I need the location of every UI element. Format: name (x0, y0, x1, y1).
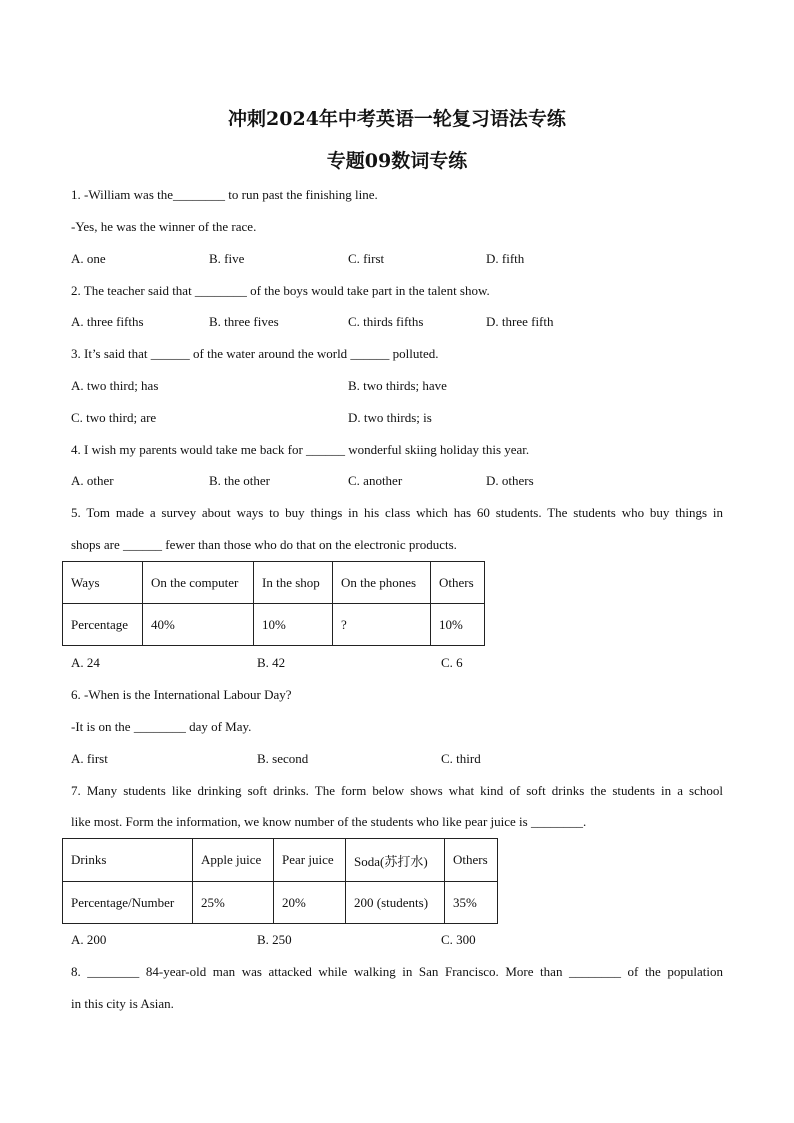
q3-option-a: A. two third; has (71, 378, 159, 393)
q6-option-b: B. second (257, 751, 309, 766)
table-cell: Percentage/Number (63, 882, 193, 924)
q7-option-a: A. 200 (71, 932, 107, 947)
q3-option-c: C. two third; are (71, 410, 157, 425)
q3-option-b: B. two thirds; have (348, 378, 447, 393)
drinks-table (62, 838, 498, 924)
survey-table (62, 561, 485, 646)
table-cell: 35% (445, 882, 498, 924)
question-4-text: 4. I wish my parents would take me back for ______ wonderful skiing holiday this year. (71, 442, 530, 457)
question-8-text-continued: in this city is Asian. (71, 996, 174, 1011)
table-cell: Apple juice (193, 839, 274, 882)
question-2-text: 2. The teacher said that ________ of the boys would take part in the talent show. (71, 283, 490, 298)
table-cell: 10% (431, 604, 485, 646)
q6-option-c: C. third (441, 751, 481, 766)
question-7-text-continued: like most. Form the information, we know number of the students who like pear juice is ________. (71, 814, 587, 829)
document-title: 冲刺2024年中考英语一轮复习语法专练 (228, 108, 566, 130)
q2-option-b: B. three fives (209, 314, 279, 329)
q6-option-a: A. first (71, 751, 108, 766)
question-5-text: 5. Tom made a survey about ways to buy things in his class which has 60 students. The students who buy things in (71, 505, 723, 520)
table-cell: Drinks (63, 839, 193, 882)
table-cell: 200 (students) (346, 882, 445, 924)
table-cell: Soda(苏打水) (346, 839, 445, 882)
question-1-answer-line: -Yes, he was the winner of the race. (71, 219, 257, 234)
q1-option-d: D. fifth (486, 251, 525, 266)
q1-option-c: C. first (348, 251, 385, 266)
table-row (63, 882, 498, 924)
table-cell: On the computer (143, 562, 254, 604)
q2-option-c: C. thirds fifths (348, 314, 424, 329)
document-subtitle: 专题09数词专练 (326, 150, 468, 172)
question-1-text: 1. -William was the________ to run past the finishing line. (71, 187, 378, 202)
table-cell: 25% (193, 882, 274, 924)
q4-option-a: A. other (71, 473, 114, 488)
table-cell: ? (333, 604, 431, 646)
table-cell: Pear juice (274, 839, 346, 882)
q4-option-b: B. the other (209, 473, 271, 488)
table-header-row (63, 839, 498, 882)
q7-option-c: C. 300 (441, 932, 476, 947)
question-7-text: 7. Many students like drinking soft drinks. The form below shows what kind of soft drinks the students in a school (71, 783, 723, 798)
table-header-row (63, 562, 485, 604)
q5-option-b: B. 42 (257, 655, 286, 670)
q2-option-a: A. three fifths (71, 314, 144, 329)
q2-option-d: D. three fifth (486, 314, 554, 329)
q7-option-b: B. 250 (257, 932, 292, 947)
table-cell: On the phones (333, 562, 431, 604)
q1-option-a: A. one (71, 251, 106, 266)
q3-option-d: D. two thirds; is (348, 410, 432, 425)
table-cell: Percentage (63, 604, 143, 646)
table-row (63, 604, 485, 646)
table-cell: Others (445, 839, 498, 882)
table-cell: 20% (274, 882, 346, 924)
q5-option-c: C. 6 (441, 655, 463, 670)
question-6-answer-line: -It is on the ________ day of May. (71, 719, 252, 734)
table-cell: Ways (63, 562, 143, 604)
question-8-text: 8. ________ 84-year-old man was attacked while walking in San Francisco. More than ________ of the population (71, 964, 723, 979)
table-cell: In the shop (254, 562, 333, 604)
q4-option-c: C. another (348, 473, 403, 488)
q4-option-d: D. others (486, 473, 534, 488)
q1-option-b: B. five (209, 251, 245, 266)
question-6-text: 6. -When is the International Labour Day? (71, 687, 292, 702)
q5-option-a: A. 24 (71, 655, 100, 670)
question-5-text-continued: shops are ______ fewer than those who do that on the electronic products. (71, 537, 457, 552)
table-cell: Others (431, 562, 485, 604)
question-3-text: 3. It’s said that ______ of the water around the world ______ polluted. (71, 346, 439, 361)
table-cell: 40% (143, 604, 254, 646)
table-cell: 10% (254, 604, 333, 646)
